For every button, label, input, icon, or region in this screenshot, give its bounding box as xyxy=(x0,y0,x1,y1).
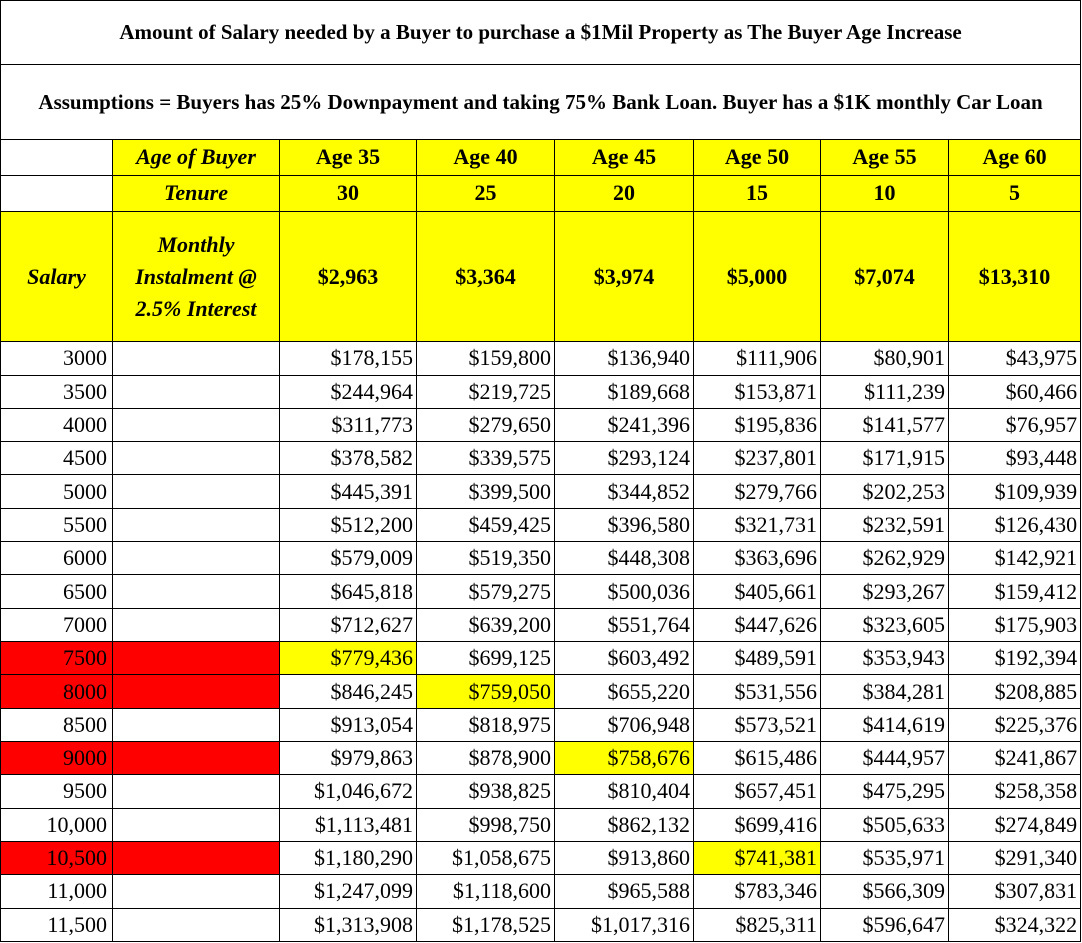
value-cell: $531,556 xyxy=(694,675,821,708)
table-row xyxy=(1,875,1081,908)
tenure-value: 30 xyxy=(280,175,417,211)
empty-cell xyxy=(113,708,280,741)
table-row xyxy=(1,841,1081,874)
table-row xyxy=(1,542,1081,575)
value-cell: $141,577 xyxy=(821,408,949,441)
value-cell: $414,619 xyxy=(821,708,949,741)
value-cell: $758,676 xyxy=(555,741,694,774)
tenure-label: Tenure xyxy=(113,175,280,211)
instalment-value: $2,963 xyxy=(280,211,417,341)
value-cell: $291,340 xyxy=(949,841,1081,874)
value-cell: $225,376 xyxy=(949,708,1081,741)
value-cell: $93,448 xyxy=(949,442,1081,475)
table-row xyxy=(1,775,1081,808)
salary-cell: 7000 xyxy=(1,608,113,641)
value-cell: $1,180,290 xyxy=(280,841,417,874)
value-cell: $512,200 xyxy=(280,508,417,541)
table-row xyxy=(1,342,1081,375)
salary-cell: 6000 xyxy=(1,542,113,575)
salary-cell: 8500 xyxy=(1,708,113,741)
tenure-value: 20 xyxy=(555,175,694,211)
value-cell: $706,948 xyxy=(555,708,694,741)
value-cell: $655,220 xyxy=(555,675,694,708)
salary-cell: 11,500 xyxy=(1,908,113,941)
value-cell: $293,267 xyxy=(821,575,949,608)
assumptions-note: Assumptions = Buyers has 25% Downpayment and taking 75% Bank Loan. Buyer has a $1K monthly Car Loan xyxy=(1,64,1081,140)
value-cell: $475,295 xyxy=(821,775,949,808)
value-cell: $447,626 xyxy=(694,608,821,641)
value-cell: $353,943 xyxy=(821,642,949,675)
empty-cell xyxy=(113,508,280,541)
value-cell: $699,125 xyxy=(417,642,555,675)
value-cell: $307,831 xyxy=(949,875,1081,908)
value-cell: $60,466 xyxy=(949,375,1081,408)
value-cell: $202,253 xyxy=(821,475,949,508)
value-cell: $825,311 xyxy=(694,908,821,941)
empty-cell xyxy=(113,908,280,941)
value-cell: $615,486 xyxy=(694,741,821,774)
value-cell: $965,588 xyxy=(555,875,694,908)
salary-cell: 10,500 xyxy=(1,841,113,874)
empty-cell xyxy=(113,475,280,508)
value-cell: $810,404 xyxy=(555,775,694,808)
value-cell: $741,381 xyxy=(694,841,821,874)
table-row xyxy=(1,375,1081,408)
value-cell: $1,313,908 xyxy=(280,908,417,941)
empty-cell xyxy=(113,342,280,375)
value-cell: $1,118,600 xyxy=(417,875,555,908)
value-cell: $603,492 xyxy=(555,642,694,675)
age-header: Age 40 xyxy=(417,140,555,175)
salary-label: Salary xyxy=(1,211,113,341)
empty-cell xyxy=(113,808,280,841)
instalment-row xyxy=(1,211,1081,341)
empty-cell xyxy=(113,775,280,808)
value-cell: $171,915 xyxy=(821,442,949,475)
salary-cell: 11,000 xyxy=(1,875,113,908)
value-cell: $195,836 xyxy=(694,408,821,441)
value-cell: $384,281 xyxy=(821,675,949,708)
value-cell: $111,906 xyxy=(694,342,821,375)
table-row xyxy=(1,575,1081,608)
age-header: Age 55 xyxy=(821,140,949,175)
salary-cell: 3000 xyxy=(1,342,113,375)
value-cell: $321,731 xyxy=(694,508,821,541)
value-cell: $1,178,525 xyxy=(417,908,555,941)
value-cell: $153,871 xyxy=(694,375,821,408)
table-row xyxy=(1,642,1081,675)
value-cell: $596,647 xyxy=(821,908,949,941)
value-cell: $779,436 xyxy=(280,642,417,675)
value-cell: $846,245 xyxy=(280,675,417,708)
value-cell: $551,764 xyxy=(555,608,694,641)
table-row xyxy=(1,808,1081,841)
tenure-value: 15 xyxy=(694,175,821,211)
value-cell: $258,358 xyxy=(949,775,1081,808)
value-cell: $938,825 xyxy=(417,775,555,808)
value-cell: $459,425 xyxy=(417,508,555,541)
value-cell: $1,058,675 xyxy=(417,841,555,874)
value-cell: $448,308 xyxy=(555,542,694,575)
salary-cell: 5000 xyxy=(1,475,113,508)
value-cell: $363,696 xyxy=(694,542,821,575)
value-cell: $378,582 xyxy=(280,442,417,475)
table-row xyxy=(1,508,1081,541)
value-cell: $43,975 xyxy=(949,342,1081,375)
value-cell: $237,801 xyxy=(694,442,821,475)
value-cell: $136,940 xyxy=(555,342,694,375)
value-cell: $192,394 xyxy=(949,642,1081,675)
empty-cell xyxy=(1,175,113,211)
value-cell: $979,863 xyxy=(280,741,417,774)
instalment-value: $3,974 xyxy=(555,211,694,341)
empty-cell xyxy=(113,542,280,575)
empty-cell xyxy=(113,841,280,874)
empty-cell xyxy=(113,875,280,908)
salary-cell: 10,000 xyxy=(1,808,113,841)
age-header: Age 45 xyxy=(555,140,694,175)
value-cell: $175,903 xyxy=(949,608,1081,641)
value-cell: $1,247,099 xyxy=(280,875,417,908)
value-cell: $657,451 xyxy=(694,775,821,808)
value-cell: $324,322 xyxy=(949,908,1081,941)
tenure-row xyxy=(1,175,1081,211)
table-row xyxy=(1,708,1081,741)
value-cell: $244,964 xyxy=(280,375,417,408)
salary-cell: 9000 xyxy=(1,741,113,774)
empty-cell xyxy=(113,375,280,408)
value-cell: $862,132 xyxy=(555,808,694,841)
instalment-value: $13,310 xyxy=(949,211,1081,341)
table-row xyxy=(1,442,1081,475)
value-cell: $1,046,672 xyxy=(280,775,417,808)
value-cell: $279,650 xyxy=(417,408,555,441)
salary-cell: 3500 xyxy=(1,375,113,408)
value-cell: $241,396 xyxy=(555,408,694,441)
table-row xyxy=(1,908,1081,941)
value-cell: $339,575 xyxy=(417,442,555,475)
age-row xyxy=(1,140,1081,175)
tenure-value: 25 xyxy=(417,175,555,211)
instalment-value: $7,074 xyxy=(821,211,949,341)
empty-cell xyxy=(113,575,280,608)
value-cell: $1,113,481 xyxy=(280,808,417,841)
value-cell: $311,773 xyxy=(280,408,417,441)
value-cell: $76,957 xyxy=(949,408,1081,441)
value-cell: $189,668 xyxy=(555,375,694,408)
age-of-buyer-label: Age of Buyer xyxy=(113,140,280,175)
instalment-value: $3,364 xyxy=(417,211,555,341)
value-cell: $444,957 xyxy=(821,741,949,774)
value-cell: $399,500 xyxy=(417,475,555,508)
age-header: Age 60 xyxy=(949,140,1081,175)
value-cell: $579,009 xyxy=(280,542,417,575)
empty-cell xyxy=(113,608,280,641)
value-cell: $699,416 xyxy=(694,808,821,841)
value-cell: $519,350 xyxy=(417,542,555,575)
value-cell: $293,124 xyxy=(555,442,694,475)
value-cell: $489,591 xyxy=(694,642,821,675)
value-cell: $712,627 xyxy=(280,608,417,641)
value-cell: $445,391 xyxy=(280,475,417,508)
value-cell: $111,239 xyxy=(821,375,949,408)
value-cell: $913,860 xyxy=(555,841,694,874)
empty-cell xyxy=(1,140,113,175)
value-cell: $126,430 xyxy=(949,508,1081,541)
value-cell: $159,412 xyxy=(949,575,1081,608)
value-cell: $323,605 xyxy=(821,608,949,641)
table-row xyxy=(1,408,1081,441)
salary-cell: 8000 xyxy=(1,675,113,708)
value-cell: $262,929 xyxy=(821,542,949,575)
value-cell: $645,818 xyxy=(280,575,417,608)
salary-cell: 9500 xyxy=(1,775,113,808)
value-cell: $1,017,316 xyxy=(555,908,694,941)
value-cell: $405,661 xyxy=(694,575,821,608)
tenure-value: 10 xyxy=(821,175,949,211)
value-cell: $344,852 xyxy=(555,475,694,508)
value-cell: $579,275 xyxy=(417,575,555,608)
value-cell: $818,975 xyxy=(417,708,555,741)
value-cell: $913,054 xyxy=(280,708,417,741)
table-title: Amount of Salary needed by a Buyer to purchase a $1Mil Property as The Buyer Age Increase xyxy=(1,1,1081,65)
value-cell: $573,521 xyxy=(694,708,821,741)
value-cell: $80,901 xyxy=(821,342,949,375)
tenure-value: 5 xyxy=(949,175,1081,211)
age-header: Age 50 xyxy=(694,140,821,175)
table-row xyxy=(1,741,1081,774)
empty-cell xyxy=(113,642,280,675)
age-header: Age 35 xyxy=(280,140,417,175)
value-cell: $396,580 xyxy=(555,508,694,541)
value-cell: $878,900 xyxy=(417,741,555,774)
empty-cell xyxy=(113,442,280,475)
value-cell: $219,725 xyxy=(417,375,555,408)
salary-cell: 5500 xyxy=(1,508,113,541)
instalment-value: $5,000 xyxy=(694,211,821,341)
value-cell: $998,750 xyxy=(417,808,555,841)
value-cell: $639,200 xyxy=(417,608,555,641)
salary-cell: 4000 xyxy=(1,408,113,441)
salary-cell: 4500 xyxy=(1,442,113,475)
value-cell: $279,766 xyxy=(694,475,821,508)
table-row xyxy=(1,675,1081,708)
value-cell: $142,921 xyxy=(949,542,1081,575)
value-cell: $159,800 xyxy=(417,342,555,375)
value-cell: $178,155 xyxy=(280,342,417,375)
value-cell: $505,633 xyxy=(821,808,949,841)
instalment-label: Monthly Instalment @ 2.5% Interest xyxy=(113,211,280,341)
empty-cell xyxy=(113,675,280,708)
empty-cell xyxy=(113,741,280,774)
table-row xyxy=(1,608,1081,641)
value-cell: $566,309 xyxy=(821,875,949,908)
value-cell: $759,050 xyxy=(417,675,555,708)
value-cell: $274,849 xyxy=(949,808,1081,841)
value-cell: $500,036 xyxy=(555,575,694,608)
value-cell: $241,867 xyxy=(949,741,1081,774)
value-cell: $783,346 xyxy=(694,875,821,908)
table-row xyxy=(1,475,1081,508)
salary-cell: 7500 xyxy=(1,642,113,675)
value-cell: $232,591 xyxy=(821,508,949,541)
value-cell: $109,939 xyxy=(949,475,1081,508)
value-cell: $208,885 xyxy=(949,675,1081,708)
value-cell: $535,971 xyxy=(821,841,949,874)
salary-cell: 6500 xyxy=(1,575,113,608)
empty-cell xyxy=(113,408,280,441)
